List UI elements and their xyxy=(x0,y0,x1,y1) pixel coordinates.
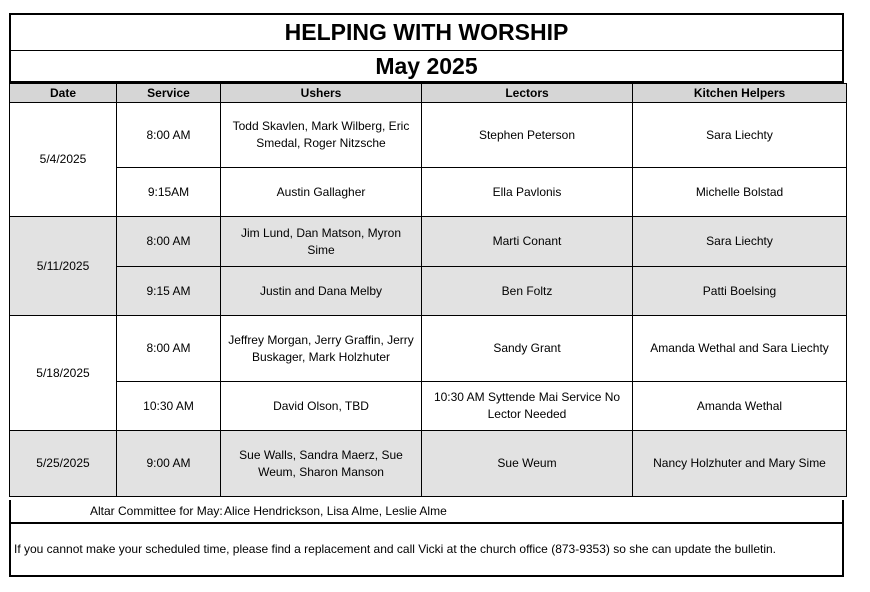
lectors-cell: Sandy Grant xyxy=(422,316,633,382)
kitchen-helpers-cell: Amanda Wethal xyxy=(633,382,847,431)
lectors-cell: Stephen Peterson xyxy=(422,103,633,168)
ushers-cell: Austin Gallagher xyxy=(221,168,422,217)
kitchen-helpers-cell: Patti Boelsing xyxy=(633,267,847,316)
service-time-cell: 9:15AM xyxy=(117,168,221,217)
kitchen-helpers-cell: Amanda Wethal and Sara Liechty xyxy=(633,316,847,382)
service-time-cell: 8:00 AM xyxy=(117,103,221,168)
table-row xyxy=(10,382,847,431)
service-time-cell: 9:15 AM xyxy=(117,267,221,316)
footnote-text: If you cannot make your scheduled time, please find a replacement and call Vicki at the church office (873-9353) so she can update the bulletin. xyxy=(14,542,777,556)
header-row xyxy=(10,84,847,103)
lectors-cell: Ben Foltz xyxy=(422,267,633,316)
ushers-cell: Jeffrey Morgan, Jerry Graffin, Jerry Buskager, Mark Holzhuter xyxy=(221,316,422,382)
ushers-cell: Todd Skavlen, Mark Wilberg, Eric Smedal, Roger Nitzsche xyxy=(221,103,422,168)
ushers-cell: David Olson, TBD xyxy=(221,382,422,431)
header-date: Date xyxy=(10,84,117,103)
page-title: HELPING WITH WORSHIP xyxy=(9,13,844,51)
header-kitchen-helpers: Kitchen Helpers xyxy=(633,84,847,103)
date-cell: 5/4/2025 xyxy=(10,103,117,217)
schedule-table xyxy=(9,83,847,497)
kitchen-helpers-cell: Sara Liechty xyxy=(633,103,847,168)
kitchen-helpers-cell: Sara Liechty xyxy=(633,217,847,267)
kitchen-helpers-cell: Nancy Holzhuter and Mary Sime xyxy=(633,431,847,497)
lectors-cell: Ella Pavlonis xyxy=(422,168,633,217)
table-row xyxy=(10,217,847,267)
kitchen-helpers-cell: Michelle Bolstad xyxy=(633,168,847,217)
ushers-cell: Jim Lund, Dan Matson, Myron Sime xyxy=(221,217,422,267)
date-cell: 5/18/2025 xyxy=(10,316,117,431)
altar-committee-label: Altar Committee for May: xyxy=(90,504,223,518)
lectors-cell: Marti Conant xyxy=(422,217,633,267)
footnote-row xyxy=(9,524,844,577)
altar-committee-row xyxy=(9,500,844,524)
table-row xyxy=(10,431,847,497)
ushers-cell: Sue Walls, Sandra Maerz, Sue Weum, Sharon Manson xyxy=(221,431,422,497)
table-row xyxy=(10,316,847,382)
header-lectors: Lectors xyxy=(422,84,633,103)
lectors-cell: Sue Weum xyxy=(422,431,633,497)
worship-schedule xyxy=(9,13,846,577)
table-row xyxy=(10,103,847,168)
month-heading: May 2025 xyxy=(9,51,844,83)
header-service: Service xyxy=(117,84,221,103)
date-cell: 5/11/2025 xyxy=(10,217,117,316)
service-time-cell: 8:00 AM xyxy=(117,316,221,382)
lectors-cell: 10:30 AM Syttende Mai Service No Lector Needed xyxy=(422,382,633,431)
date-cell: 5/25/2025 xyxy=(10,431,117,497)
ushers-cell: Justin and Dana Melby xyxy=(221,267,422,316)
service-time-cell: 10:30 AM xyxy=(117,382,221,431)
table-row xyxy=(10,267,847,316)
service-time-cell: 8:00 AM xyxy=(117,217,221,267)
altar-committee-names: Alice Hendrickson, Lisa Alme, Leslie Alme xyxy=(224,504,447,518)
table-row xyxy=(10,168,847,217)
service-time-cell: 9:00 AM xyxy=(117,431,221,497)
header-ushers: Ushers xyxy=(221,84,422,103)
